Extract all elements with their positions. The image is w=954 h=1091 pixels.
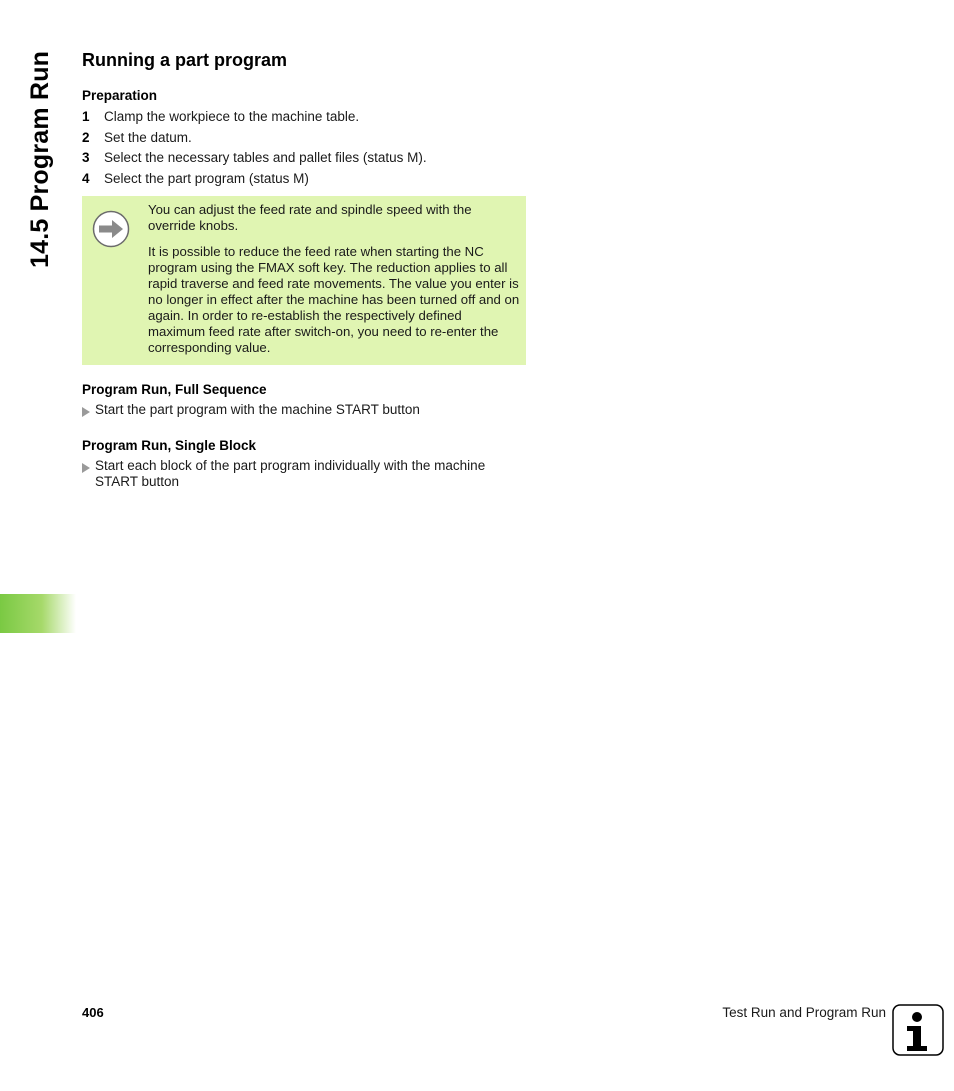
page-number: 406 [82,1005,104,1020]
step-number: 2 [82,129,90,145]
preparation-steps [82,107,527,190]
section-title: Running a part program [82,50,288,70]
preparation-heading: Preparation [82,88,158,103]
step-item [82,148,527,169]
single-block-text: Start each block of the part program individually with the machine START button [95,457,486,489]
full-sequence-text: Start the part program with the machine START button [95,401,420,417]
step-text: Select the part program (status M) [104,171,309,187]
note-box [82,196,526,365]
note-paragraph: It is possible to reduce the feed rate when starting the NC program using the FMAX soft key. The reduction applies to all rapid traverse and feed rate movements. The value you enter is no longer in effect after the machine has been turned off and on again. In order to re-establish the respectively defined maximum feed rate after switch-on, you need to re-enter the corresponding value. [148,243,520,355]
step-text: Set the datum. [104,129,192,145]
footer-chapter-title: Test Run and Program Run [722,1005,886,1020]
step-item [82,169,527,190]
full-sequence-heading: Program Run, Full Sequence [82,381,267,397]
step-item [82,128,527,149]
step-number: 1 [82,109,90,124]
step-item [82,107,527,128]
note-paragraph: You can adjust the feed rate and spindle speed with the override knobs. [148,201,472,233]
chapter-side-title [26,52,56,272]
main-content [82,48,527,490]
single-block-item [82,458,527,490]
single-block-heading: Program Run, Single Block [82,437,257,453]
step-number: 3 [82,150,90,166]
info-icon [892,1004,944,1056]
note-text [148,202,520,366]
chapter-title-text: 14.5 Program Run [26,50,54,268]
triangle-bullet-icon [82,458,95,490]
arrow-right-icon [92,210,130,248]
chapter-tab-marker [0,594,76,633]
triangle-bullet-icon [82,402,95,421]
step-text: Clamp the workpiece to the machine table. [104,109,360,124]
full-sequence-item [82,402,527,421]
step-text: Select the necessary tables and pallet files (status M). [104,150,427,166]
step-number: 4 [82,171,90,187]
